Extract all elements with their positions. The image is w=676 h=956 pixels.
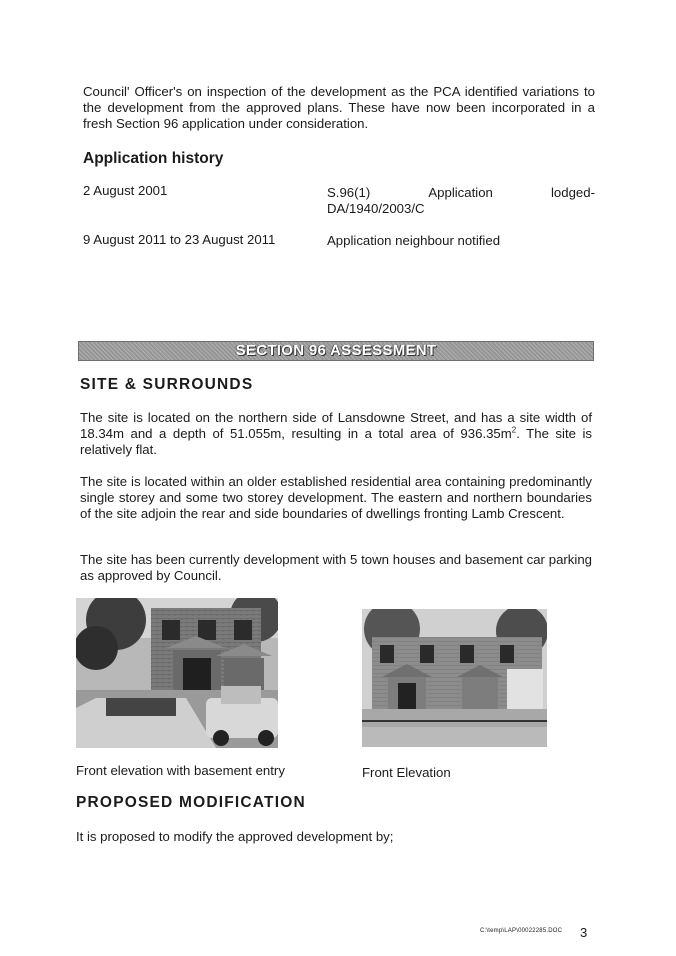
site-paragraph-3: The site has been currently development with 5 town houses and basement car parking as approved by Council. (80, 552, 592, 583)
banner-label: SECTION 96 ASSESSMENT (235, 342, 437, 359)
front-elevation-image (362, 609, 547, 747)
site-paragraph-1 (80, 410, 592, 458)
application-history-heading: Application history (83, 150, 224, 167)
history-date: 9 August 2011 to 23 August 2011 (83, 232, 276, 247)
proposed-modification-heading: PROPOSED MODIFICATION (76, 794, 306, 811)
proposed-modification-text: It is proposed to modify the approved development by; (76, 829, 394, 844)
history-desc-word: S.96(1) (327, 185, 371, 200)
history-description: Application neighbour notified (327, 233, 501, 248)
history-description (327, 185, 595, 217)
site-para1-text: The site is located on the northern side of Lansdowne Street, and has a site width of 18.34m and a depth of 51.055m, resulting in a total area of 936.35m (80, 410, 592, 441)
intro-paragraph: Council' Officer's on inspection of the development as the PCA identified variations to the development from the approved plans. These have now been incorporated in a fresh Section 96 application under consideration. (83, 84, 595, 131)
history-desc-word: lodged- (550, 185, 595, 200)
section-96-assessment-banner (78, 341, 594, 361)
page-number: 3 (580, 925, 588, 940)
front-elevation-basement-photo (76, 598, 278, 748)
photo-caption: Front Elevation (362, 765, 451, 780)
history-date: 2 August 2001 (83, 183, 168, 198)
house-photo-image (76, 598, 278, 748)
history-desc-line2: DA/1940/2003/C (327, 201, 425, 216)
front-elevation-photo (362, 609, 547, 747)
footer-file-path: C:\temp\LAP\00022285.DOC (480, 928, 563, 934)
photo-caption: Front elevation with basement entry (76, 763, 285, 778)
superscript: 2 (511, 425, 517, 435)
site-paragraph-2: The site is located within an older established residential area containing predominantly single storey and some two storey development. The eastern and northern boundaries of the site adjoin the rear and side boundaries of dwellings fronting Lamb Crescent. (80, 474, 592, 521)
site-surrounds-heading: SITE & SURROUNDS (80, 376, 254, 393)
history-desc-word: Application (428, 185, 493, 200)
site-para1-text-end: . The site is relatively flat. (80, 426, 593, 457)
